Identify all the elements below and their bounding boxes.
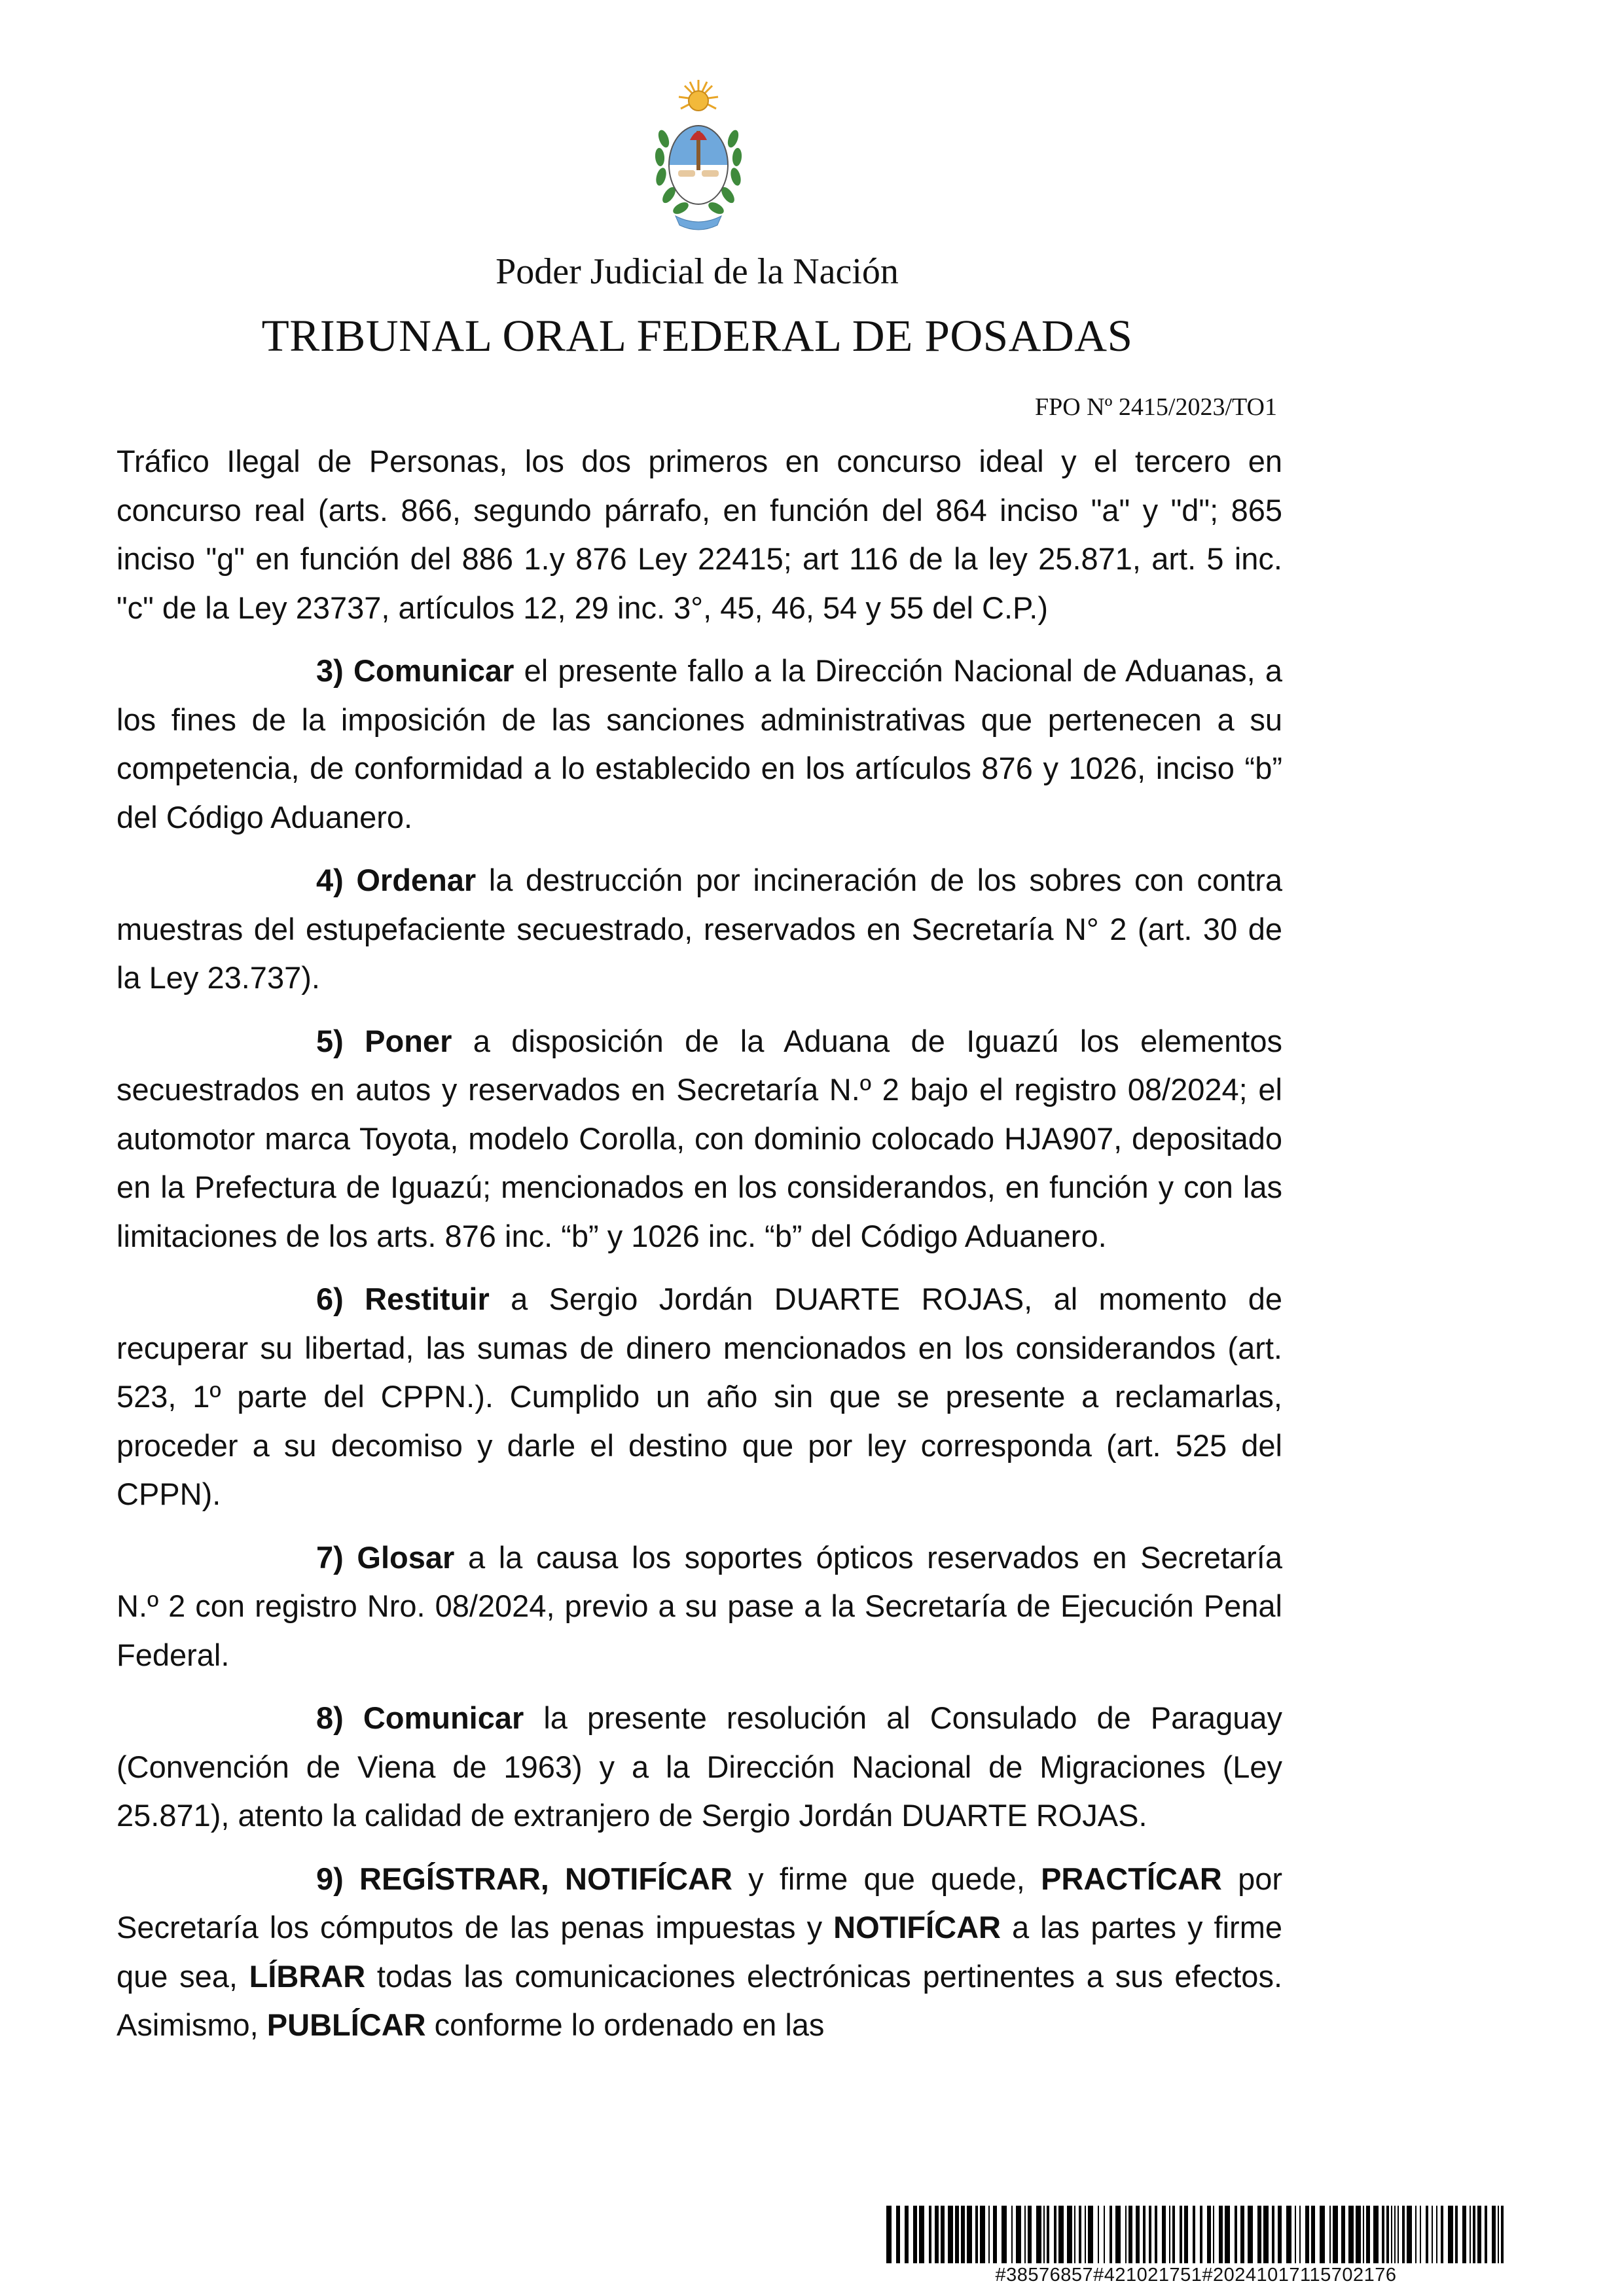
barcode-bar bbox=[1128, 2206, 1132, 2263]
item-emphasis: PRACTÍCAR bbox=[1041, 1861, 1222, 1896]
barcode-bar bbox=[1136, 2206, 1140, 2263]
barcode-bar bbox=[1473, 2206, 1475, 2263]
barcode-bar bbox=[1088, 2206, 1093, 2263]
barcode-bar bbox=[1394, 2206, 1396, 2263]
barcode-bar bbox=[1470, 2206, 1471, 2263]
item-text: todas las comunicaciones electrónicas pertinentes a sus efectos. Asimismo, bbox=[117, 1958, 1282, 2042]
barcode-bar bbox=[1047, 2206, 1049, 2263]
item-text: el presente fallo a la Dirección Nacional de Aduanas, a los fines de la imposición de las sanciones administrativas que pertenecen a su competencia, de conformidad a lo establecido en los artículos 876 y 1026, inciso “b” del Código Aduanero. bbox=[117, 653, 1282, 834]
paragraph-item-5 bbox=[117, 1017, 1282, 1261]
barcode-bar bbox=[1067, 2206, 1072, 2263]
case-number: FPO Nº 2415/2023/TO1 bbox=[1034, 393, 1277, 421]
item-lead: 9) REGÍSTRAR, NOTIFÍCAR bbox=[316, 1861, 732, 1896]
barcode-bar bbox=[948, 2206, 953, 2263]
item-text: la destrucción por incineración de los sobres con contra muestras del estupefaciente secuestrado, reservados en Secretaría N° 2 (art. 30 de la Ley 23.737). bbox=[117, 863, 1282, 995]
barcode-bar bbox=[1028, 2206, 1032, 2263]
barcode-bar bbox=[1180, 2206, 1182, 2263]
barcode-bar bbox=[1043, 2206, 1045, 2263]
item-text: a Sergio Jordán DUARTE ROJAS, al momento de recuperar su libertad, las sumas de dinero mencionados en los considerandos (art. 523, 1º parte del CPPN.). Cumplido un año sin que se presente a reclamarlas, proceder a su decomiso y darle el destino que por ley corresponda (art. 525 del CPPN). bbox=[117, 1282, 1282, 1511]
barcode-bar bbox=[1501, 2206, 1504, 2263]
paragraph-item-9 bbox=[117, 1855, 1282, 2050]
item-emphasis: LÍBRAR bbox=[249, 1958, 366, 1994]
barcode-text: #38576857#421021751#20241017115702176 bbox=[995, 2265, 1397, 2286]
barcode-bar bbox=[1477, 2206, 1481, 2263]
barcode-bar bbox=[1436, 2206, 1437, 2263]
barcode-bar bbox=[1320, 2206, 1325, 2263]
barcode-bar bbox=[1373, 2206, 1379, 2263]
barcode-bar bbox=[1225, 2206, 1230, 2263]
barcode-bar bbox=[1366, 2206, 1370, 2263]
barcode-bar bbox=[1149, 2206, 1151, 2263]
barcode-bar bbox=[1054, 2206, 1056, 2263]
barcode-bar bbox=[1356, 2206, 1361, 2263]
barcode-bar bbox=[993, 2206, 997, 2263]
barcode-bar bbox=[1426, 2206, 1428, 2263]
national-coat-of-arms-icon bbox=[649, 80, 748, 237]
item-emphasis: NOTIFÍCAR bbox=[833, 1910, 1001, 1945]
barcode-bar bbox=[1169, 2206, 1170, 2263]
barcode-bar bbox=[1485, 2206, 1487, 2263]
barcode-bar bbox=[975, 2206, 978, 2263]
item-lead: 4) Ordenar bbox=[316, 863, 477, 897]
barcode-bar bbox=[896, 2206, 900, 2263]
barcode-bar bbox=[1420, 2206, 1421, 2263]
paragraph-item-4 bbox=[117, 856, 1282, 1003]
barcode-bar bbox=[905, 2206, 909, 2263]
barcode-bar bbox=[1278, 2206, 1282, 2263]
item-lead: 3) Comunicar bbox=[316, 653, 514, 688]
ribbon bbox=[676, 216, 721, 230]
barcode-bar bbox=[1172, 2206, 1175, 2263]
barcode-bar bbox=[1085, 2206, 1086, 2263]
paragraph-item-6 bbox=[117, 1275, 1282, 1519]
barcode-bar bbox=[955, 2206, 959, 2263]
item-text: la presente resolución al Consulado de Paraguay (Convención de Viena de 1963) y a la Dirección Nacional de Migraciones (Ley 25.871), atento la calidad de extranjero de Sergio Jordán DUARTE ROJAS. bbox=[117, 1700, 1282, 1833]
sun-emblem bbox=[679, 80, 718, 111]
institution-heading: Poder Judicial de la Nación bbox=[496, 251, 899, 292]
barcode-bar bbox=[1402, 2206, 1405, 2263]
item-text: por Secretaría los cómputos de las penas impuestas y bbox=[117, 1861, 1282, 1945]
barcode-bar bbox=[1286, 2206, 1291, 2263]
item-emphasis: PUBLÍCAR bbox=[266, 2007, 426, 2042]
barcode-bar bbox=[919, 2206, 924, 2263]
barcode-bar bbox=[1110, 2206, 1112, 2263]
barcode-bar bbox=[1333, 2206, 1338, 2263]
barcode-bar bbox=[1016, 2206, 1021, 2263]
barcode bbox=[885, 2206, 1507, 2263]
barcode-bar bbox=[1011, 2206, 1013, 2263]
barcode-bar bbox=[988, 2206, 990, 2263]
barcode-bar bbox=[1348, 2206, 1354, 2263]
barcode-bar bbox=[1098, 2206, 1099, 2263]
item-lead: 5) Poner bbox=[316, 1023, 452, 1058]
barcode-bar bbox=[1079, 2206, 1081, 2263]
barcode-bar bbox=[1155, 2206, 1157, 2263]
barcode-bar bbox=[1407, 2206, 1412, 2263]
barcode-bar bbox=[1329, 2206, 1331, 2263]
barcode-bar bbox=[1263, 2206, 1269, 2263]
item-text: a la causa los soportes ópticos reservados en Secretaría N.º 2 con registro Nro. 08/2024, previo a su pase a la Secretaría de Ejecución Penal Federal. bbox=[117, 1539, 1283, 1672]
paragraph-item-8 bbox=[117, 1694, 1282, 1840]
barcode-bar bbox=[913, 2206, 917, 2263]
barcode-bar bbox=[1001, 2206, 1007, 2263]
paragraph-item-7 bbox=[117, 1534, 1282, 1680]
barcode-bar bbox=[1036, 2206, 1041, 2263]
barcode-bar bbox=[1398, 2206, 1399, 2263]
paragraph-item-3 bbox=[117, 647, 1282, 842]
barcode-bar bbox=[1143, 2206, 1146, 2263]
barcode-bar bbox=[1462, 2206, 1466, 2263]
barcode-bar bbox=[1074, 2206, 1075, 2263]
barcode-bar bbox=[1240, 2206, 1244, 2263]
barcode-bar bbox=[1386, 2206, 1389, 2263]
barcode-bar bbox=[1162, 2206, 1166, 2263]
barcode-bar bbox=[1115, 2206, 1121, 2263]
document-body bbox=[117, 437, 1282, 2064]
barcode-bar bbox=[1125, 2206, 1127, 2263]
barcode-bar bbox=[1104, 2206, 1105, 2263]
item-text: conforme lo ordenado en las bbox=[425, 2007, 825, 2042]
paragraph-continuation: Tráfico Ilegal de Personas, los dos primeros en concurso ideal y el tercero en concurso real (arts. 866, segundo párrafo, en función del 864 inciso "a" y "d"; 865 inciso "g" en función del 886 1.y 876 Ley 22415; art 116 de la ley 25.871, art. 5 inc. "c" de la Ley 23737, artículos 12, 29 inc. 3°, 45, 46, 54 y 55 del C.P.) bbox=[117, 444, 1282, 625]
barcode-bar bbox=[1492, 2206, 1496, 2263]
barcode-bar bbox=[1305, 2206, 1309, 2263]
item-lead: 8) Comunicar bbox=[316, 1700, 524, 1735]
barcode-bar bbox=[1213, 2206, 1214, 2263]
barcode-bar bbox=[935, 2206, 939, 2263]
barcode-bar bbox=[1311, 2206, 1315, 2263]
barcode-bar bbox=[1391, 2206, 1392, 2263]
barcode-bar bbox=[1448, 2206, 1453, 2263]
barcode-bar bbox=[1382, 2206, 1384, 2263]
barcode-bar bbox=[929, 2206, 931, 2263]
item-lead: 6) Restituir bbox=[316, 1282, 490, 1316]
barcode-bar bbox=[886, 2206, 892, 2263]
barcode-bar bbox=[967, 2206, 972, 2263]
barcode-bar bbox=[980, 2206, 985, 2263]
barcode-bar bbox=[961, 2206, 965, 2263]
barcode-bar bbox=[1235, 2206, 1237, 2263]
barcode-bar bbox=[1058, 2206, 1064, 2263]
barcode-bar bbox=[1200, 2206, 1202, 2263]
item-text: y firme que quede, bbox=[732, 1861, 1041, 1896]
barcode-bar bbox=[1219, 2206, 1223, 2263]
barcode-bar bbox=[1184, 2206, 1188, 2263]
barcode-bar bbox=[1299, 2206, 1301, 2263]
barcode-bar bbox=[1257, 2206, 1261, 2263]
barcode-bar bbox=[1498, 2206, 1499, 2263]
barcode-bar bbox=[1363, 2206, 1364, 2263]
item-lead: 7) Glosar bbox=[316, 1539, 455, 1575]
oval-shield bbox=[662, 119, 734, 211]
barcode-bar bbox=[941, 2206, 945, 2263]
barcode-bar bbox=[1441, 2206, 1443, 2263]
barcode-bar bbox=[1341, 2206, 1345, 2263]
barcode-bar bbox=[1455, 2206, 1458, 2263]
barcode-bar bbox=[1024, 2206, 1026, 2263]
barcode-bar bbox=[1432, 2206, 1433, 2263]
barcode-bar bbox=[1248, 2206, 1253, 2263]
item-text: a las partes y firme que sea, bbox=[117, 1910, 1282, 1994]
barcode-bar bbox=[1295, 2206, 1296, 2263]
barcode-bar bbox=[1207, 2206, 1211, 2263]
court-heading: TRIBUNAL ORAL FEDERAL DE POSADAS bbox=[261, 311, 1133, 361]
barcode-bar bbox=[1415, 2206, 1416, 2263]
barcode-bar bbox=[1272, 2206, 1274, 2263]
barcode-bar bbox=[1193, 2206, 1195, 2263]
item-text: a disposición de la Aduana de Iguazú los elementos secuestrados en autos y reservados en Secretaría N.º 2 bajo el registro 08/2024; el automotor marca Toyota, modelo Corolla, con dominio colocado HJA907, depositado en la Prefectura de Iguazú; mencionados en los considerandos, en función y con las limitaciones de los arts. 876 inc. “b” y 1026 inc. “b” del Código Aduanero. bbox=[117, 1023, 1282, 1253]
